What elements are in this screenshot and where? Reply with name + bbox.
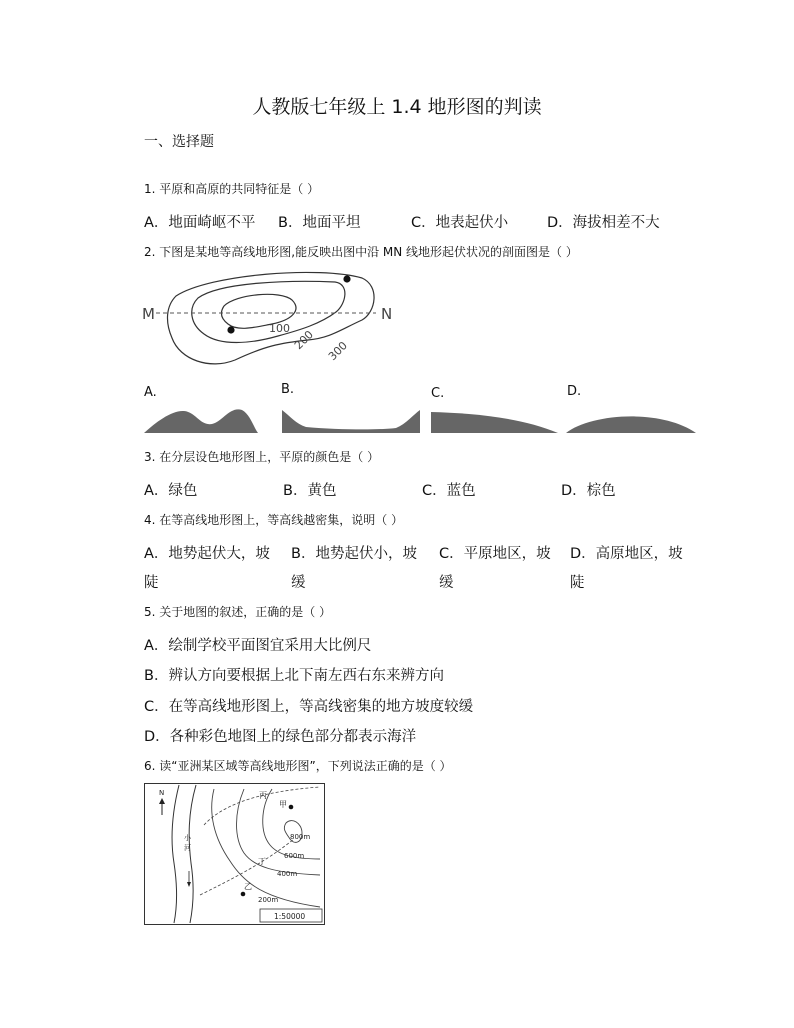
question-4-option-b-line2: 缓 [291,575,306,591]
contour-label-800m: 800m [290,833,311,841]
river-label-1: 小 [184,834,191,842]
profile-label-b: B. [281,382,295,397]
label-ding: 丁 [258,857,266,866]
profile-label-c: C. [431,386,445,401]
label-yi: 乙 [244,882,252,891]
question-5-stem: 5. 关于地图的叙述，正确的是（ ） [144,605,332,619]
question-4-option-b-line1: B．地势起伏小，坡 [291,546,417,562]
question-3-option-a: A．绿色 [144,483,198,499]
contour-label-600m: 600m [284,852,305,860]
question-4-stem: 4. 在等高线地形图上，等高线越密集，说明（ ） [144,513,404,527]
contour-label-200m: 200m [258,896,279,904]
contour-point-upper [343,275,350,282]
question-4-option-d-line1: D．高原地区，坡 [570,546,683,562]
profile-c [431,412,558,433]
question-2-stem: 2. 下图是某地等高线地形图,能反映出图中沿 MN 线地形起伏状况的剖面图是（ ） [144,245,578,259]
question-1-option-c: C．地表起伏小 [411,215,509,231]
profile-a [144,409,258,433]
point-jia [289,805,294,810]
profile-label-a: A. [144,385,157,400]
page-title: 人教版七年级上 1.4 地形图的判读 [252,96,542,118]
label-m: M [142,305,155,323]
contour-label-300: 300 [325,339,350,364]
question-5-option-c: C．在等高线地形图上，等高线密集的地方坡度较缓 [144,699,474,715]
river-label-2: 河 [184,844,191,852]
label-n: N [381,305,393,323]
profile-b [282,410,420,433]
question-5-option-b: B．辨认方向要根据上北下南左西右东来辨方向 [144,668,444,684]
contour-point-lower [227,326,234,333]
asia-contour-map [144,783,326,926]
question-1-option-d: D．海拔相差不大 [547,215,660,231]
scale-label: 1:50000 [274,912,306,921]
question-3-option-b: B．黄色 [283,483,337,499]
profile-label-d: D. [567,384,582,399]
question-6-stem: 6. 读“亚洲某区域等高线地形图”，下列说法正确的是（ ） [144,759,452,773]
contour-label-100: 100 [269,322,290,335]
section-heading: 一、选择题 [144,134,214,150]
contour-label-200: 200 [291,328,316,353]
label-jia: 甲 [279,800,287,809]
contour-label-400m: 400m [277,870,298,878]
question-5-option-d: D．各种彩色地图上的绿色部分都表示海洋 [144,729,417,745]
question-4-option-a-line2: 陡 [144,575,159,591]
question-3-option-c: C．蓝色 [422,483,476,499]
label-bing: 丙 [259,791,267,800]
question-1-option-b: B．地面平坦 [278,215,361,231]
question-1-stem: 1. 平原和高原的共同特征是（ ） [144,182,320,196]
question-1-option-a: A．地面崎岖不平 [144,215,256,231]
question-4-option-c-line1: C．平原地区，坡 [439,546,551,562]
north-label: N [159,789,165,797]
question-3-option-d: D．棕色 [561,483,616,499]
question-3-stem: 3. 在分层设色地形图上，平原的颜色是（ ） [144,450,380,464]
profile-options [140,400,700,440]
question-5-option-a: A．绘制学校平面图宜采用大比例尺 [144,638,372,654]
contour-map-mn [140,268,400,372]
question-4-option-a-line1: A．地势起伏大，坡 [144,546,270,562]
question-4-option-d-line2: 陡 [570,575,585,591]
point-yi [241,892,246,897]
profile-d [566,416,696,433]
question-4-option-c-line2: 缓 [439,575,454,591]
